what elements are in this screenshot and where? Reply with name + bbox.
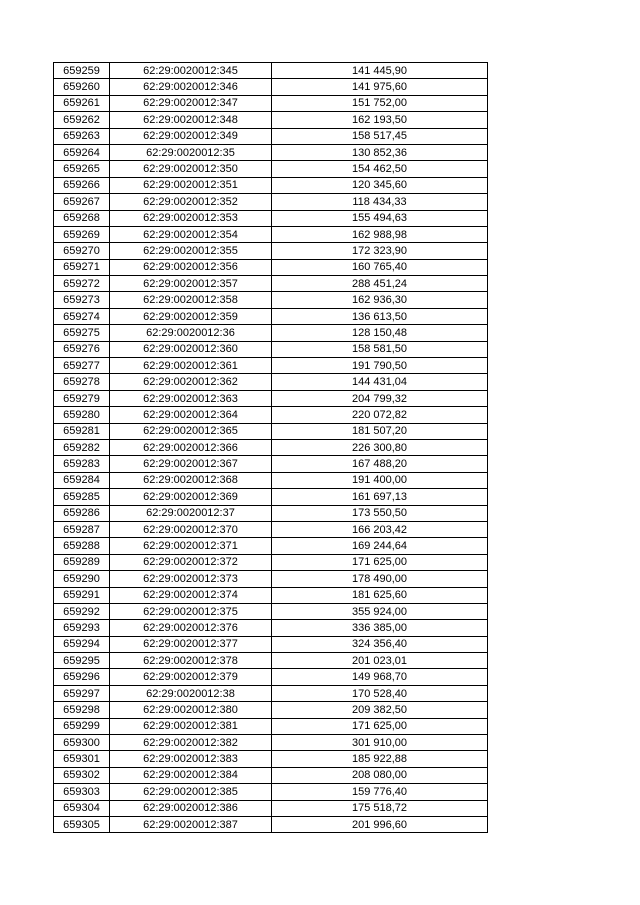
table-row	[54, 767, 488, 783]
cadastral-value-cell: 160 765,40	[272, 259, 488, 275]
row-id-cell: 659268	[54, 210, 110, 226]
cadastral-value-cell: 144 431,04	[272, 374, 488, 390]
row-id-cell: 659259	[54, 63, 110, 79]
table-row	[54, 554, 488, 570]
cadastral-number-cell: 62:29:0020012:360	[110, 341, 272, 357]
cadastral-number-cell: 62:29:0020012:384	[110, 767, 272, 783]
table-row	[54, 751, 488, 767]
table-row	[54, 439, 488, 455]
table-row	[54, 161, 488, 177]
cadastral-value-cell: 120 345,60	[272, 177, 488, 193]
table-row	[54, 112, 488, 128]
cadastral-value-cell: 169 244,64	[272, 538, 488, 554]
cadastral-number-cell: 62:29:0020012:35	[110, 144, 272, 160]
row-id-cell: 659295	[54, 653, 110, 669]
cadastral-value-cell: 159 776,40	[272, 784, 488, 800]
cadastral-value-cell: 208 080,00	[272, 767, 488, 783]
table-row	[54, 800, 488, 816]
row-id-cell: 659274	[54, 308, 110, 324]
cadastral-value-cell: 171 625,00	[272, 718, 488, 734]
table-row	[54, 505, 488, 521]
cadastral-number-cell: 62:29:0020012:353	[110, 210, 272, 226]
row-id-cell: 659263	[54, 128, 110, 144]
row-id-cell: 659279	[54, 390, 110, 406]
cadastral-value-cell: 201 023,01	[272, 653, 488, 669]
cadastral-value-cell: 288 451,24	[272, 276, 488, 292]
table-row	[54, 603, 488, 619]
cadastral-number-cell: 62:29:0020012:377	[110, 636, 272, 652]
cadastral-value-cell: 226 300,80	[272, 439, 488, 455]
table-row	[54, 653, 488, 669]
table-row	[54, 571, 488, 587]
cadastral-value-cell: 151 752,00	[272, 95, 488, 111]
cadastral-value-cell: 220 072,82	[272, 407, 488, 423]
table-row	[54, 292, 488, 308]
table-row	[54, 521, 488, 537]
table-row	[54, 702, 488, 718]
row-id-cell: 659301	[54, 751, 110, 767]
row-id-cell: 659272	[54, 276, 110, 292]
cadastral-value-cell: 161 697,13	[272, 489, 488, 505]
cadastral-number-cell: 62:29:0020012:364	[110, 407, 272, 423]
table-row	[54, 374, 488, 390]
cadastral-value-cell: 118 434,33	[272, 194, 488, 210]
table-row	[54, 587, 488, 603]
cadastral-value-cell: 149 968,70	[272, 669, 488, 685]
row-id-cell: 659264	[54, 144, 110, 160]
cadastral-value-cell: 128 150,48	[272, 325, 488, 341]
table-row	[54, 669, 488, 685]
row-id-cell: 659265	[54, 161, 110, 177]
table-row	[54, 79, 488, 95]
row-id-cell: 659300	[54, 735, 110, 751]
cadastral-number-cell: 62:29:0020012:36	[110, 325, 272, 341]
table-row	[54, 636, 488, 652]
row-id-cell: 659289	[54, 554, 110, 570]
table-body	[54, 63, 488, 833]
cadastral-number-cell: 62:29:0020012:371	[110, 538, 272, 554]
cadastral-number-cell: 62:29:0020012:375	[110, 603, 272, 619]
row-id-cell: 659299	[54, 718, 110, 734]
row-id-cell: 659278	[54, 374, 110, 390]
row-id-cell: 659284	[54, 472, 110, 488]
cadastral-value-cell: 136 613,50	[272, 308, 488, 324]
row-id-cell: 659260	[54, 79, 110, 95]
cadastral-value-cell: 141 445,90	[272, 63, 488, 79]
row-id-cell: 659287	[54, 521, 110, 537]
cadastral-number-cell: 62:29:0020012:38	[110, 685, 272, 701]
cadastral-value-cell: 191 400,00	[272, 472, 488, 488]
cadastral-number-cell: 62:29:0020012:361	[110, 358, 272, 374]
row-id-cell: 659285	[54, 489, 110, 505]
cadastral-value-cell: 167 488,20	[272, 456, 488, 472]
table-row	[54, 407, 488, 423]
table-row	[54, 276, 488, 292]
cadastral-value-cell: 185 922,88	[272, 751, 488, 767]
cadastral-number-cell: 62:29:0020012:385	[110, 784, 272, 800]
cadastral-value-cell: 204 799,32	[272, 390, 488, 406]
table-row	[54, 538, 488, 554]
cadastral-value-cell: 141 975,60	[272, 79, 488, 95]
cadastral-value-cell: 175 518,72	[272, 800, 488, 816]
cadastral-number-cell: 62:29:0020012:376	[110, 620, 272, 636]
table-row	[54, 456, 488, 472]
row-id-cell: 659297	[54, 685, 110, 701]
cadastral-number-cell: 62:29:0020012:352	[110, 194, 272, 210]
cadastral-value-cell: 324 356,40	[272, 636, 488, 652]
cadastral-number-cell: 62:29:0020012:367	[110, 456, 272, 472]
cadastral-value-cell: 336 385,00	[272, 620, 488, 636]
cadastral-number-cell: 62:29:0020012:359	[110, 308, 272, 324]
cadastral-value-cell: 158 517,45	[272, 128, 488, 144]
row-id-cell: 659292	[54, 603, 110, 619]
row-id-cell: 659304	[54, 800, 110, 816]
cadastral-number-cell: 62:29:0020012:349	[110, 128, 272, 144]
row-id-cell: 659290	[54, 571, 110, 587]
row-id-cell: 659286	[54, 505, 110, 521]
cadastral-number-cell: 62:29:0020012:366	[110, 439, 272, 455]
table-row	[54, 226, 488, 242]
cadastral-number-cell: 62:29:0020012:365	[110, 423, 272, 439]
cadastral-value-cell: 181 507,20	[272, 423, 488, 439]
row-id-cell: 659277	[54, 358, 110, 374]
cadastral-number-cell: 62:29:0020012:379	[110, 669, 272, 685]
table-row	[54, 718, 488, 734]
cadastral-number-cell: 62:29:0020012:372	[110, 554, 272, 570]
row-id-cell: 659294	[54, 636, 110, 652]
row-id-cell: 659262	[54, 112, 110, 128]
cadastral-value-cell: 162 988,98	[272, 226, 488, 242]
cadastral-value-cell: 170 528,40	[272, 685, 488, 701]
row-id-cell: 659280	[54, 407, 110, 423]
table-row	[54, 341, 488, 357]
cadastral-number-cell: 62:29:0020012:348	[110, 112, 272, 128]
table-row	[54, 177, 488, 193]
cadastral-value-cell: 166 203,42	[272, 521, 488, 537]
table-row	[54, 194, 488, 210]
table-row	[54, 63, 488, 79]
row-id-cell: 659275	[54, 325, 110, 341]
row-id-cell: 659273	[54, 292, 110, 308]
cadastral-number-cell: 62:29:0020012:373	[110, 571, 272, 587]
cadastral-value-cell: 162 936,30	[272, 292, 488, 308]
cadastral-value-cell: 162 193,50	[272, 112, 488, 128]
cadastral-value-cell: 171 625,00	[272, 554, 488, 570]
row-id-cell: 659291	[54, 587, 110, 603]
table-row	[54, 95, 488, 111]
row-id-cell: 659270	[54, 243, 110, 259]
cadastral-number-cell: 62:29:0020012:351	[110, 177, 272, 193]
row-id-cell: 659298	[54, 702, 110, 718]
cadastral-number-cell: 62:29:0020012:346	[110, 79, 272, 95]
cadastral-number-cell: 62:29:0020012:383	[110, 751, 272, 767]
row-id-cell: 659271	[54, 259, 110, 275]
table-row	[54, 735, 488, 751]
cadastral-value-cell: 155 494,63	[272, 210, 488, 226]
table-row	[54, 210, 488, 226]
cadastral-number-cell: 62:29:0020012:382	[110, 735, 272, 751]
cadastral-number-cell: 62:29:0020012:358	[110, 292, 272, 308]
cadastral-value-cell: 172 323,90	[272, 243, 488, 259]
table-row	[54, 472, 488, 488]
row-id-cell: 659281	[54, 423, 110, 439]
cadastral-value-cell: 355 924,00	[272, 603, 488, 619]
cadastral-number-cell: 62:29:0020012:363	[110, 390, 272, 406]
cadastral-number-cell: 62:29:0020012:350	[110, 161, 272, 177]
row-id-cell: 659282	[54, 439, 110, 455]
table-row	[54, 423, 488, 439]
cadastral-value-cell: 191 790,50	[272, 358, 488, 374]
row-id-cell: 659269	[54, 226, 110, 242]
table-row	[54, 390, 488, 406]
table-row	[54, 816, 488, 832]
cadastral-value-cell: 178 490,00	[272, 571, 488, 587]
cadastral-number-cell: 62:29:0020012:380	[110, 702, 272, 718]
row-id-cell: 659267	[54, 194, 110, 210]
cadastral-value-cell: 201 996,60	[272, 816, 488, 832]
cadastral-number-cell: 62:29:0020012:369	[110, 489, 272, 505]
cadastral-number-cell: 62:29:0020012:378	[110, 653, 272, 669]
cadastral-value-table	[53, 62, 488, 833]
row-id-cell: 659296	[54, 669, 110, 685]
cadastral-number-cell: 62:29:0020012:362	[110, 374, 272, 390]
row-id-cell: 659276	[54, 341, 110, 357]
row-id-cell: 659261	[54, 95, 110, 111]
cadastral-value-cell: 173 550,50	[272, 505, 488, 521]
cadastral-value-cell: 209 382,50	[272, 702, 488, 718]
table-row	[54, 308, 488, 324]
cadastral-number-cell: 62:29:0020012:370	[110, 521, 272, 537]
cadastral-number-cell: 62:29:0020012:355	[110, 243, 272, 259]
row-id-cell: 659266	[54, 177, 110, 193]
cadastral-value-cell: 130 852,36	[272, 144, 488, 160]
cadastral-number-cell: 62:29:0020012:356	[110, 259, 272, 275]
cadastral-number-cell: 62:29:0020012:347	[110, 95, 272, 111]
row-id-cell: 659303	[54, 784, 110, 800]
cadastral-number-cell: 62:29:0020012:37	[110, 505, 272, 521]
cadastral-value-cell: 158 581,50	[272, 341, 488, 357]
cadastral-number-cell: 62:29:0020012:368	[110, 472, 272, 488]
table-row	[54, 128, 488, 144]
table-row	[54, 243, 488, 259]
row-id-cell: 659305	[54, 816, 110, 832]
row-id-cell: 659288	[54, 538, 110, 554]
cadastral-value-cell: 301 910,00	[272, 735, 488, 751]
table-row	[54, 685, 488, 701]
cadastral-value-cell: 154 462,50	[272, 161, 488, 177]
cadastral-number-cell: 62:29:0020012:374	[110, 587, 272, 603]
table-row	[54, 620, 488, 636]
table-row	[54, 489, 488, 505]
table-row	[54, 358, 488, 374]
cadastral-value-cell: 181 625,60	[272, 587, 488, 603]
row-id-cell: 659302	[54, 767, 110, 783]
cadastral-number-cell: 62:29:0020012:386	[110, 800, 272, 816]
row-id-cell: 659293	[54, 620, 110, 636]
table-row	[54, 784, 488, 800]
cadastral-number-cell: 62:29:0020012:387	[110, 816, 272, 832]
table-row	[54, 325, 488, 341]
cadastral-number-cell: 62:29:0020012:345	[110, 63, 272, 79]
table-row	[54, 144, 488, 160]
cadastral-number-cell: 62:29:0020012:381	[110, 718, 272, 734]
row-id-cell: 659283	[54, 456, 110, 472]
cadastral-number-cell: 62:29:0020012:357	[110, 276, 272, 292]
table-row	[54, 259, 488, 275]
cadastral-number-cell: 62:29:0020012:354	[110, 226, 272, 242]
